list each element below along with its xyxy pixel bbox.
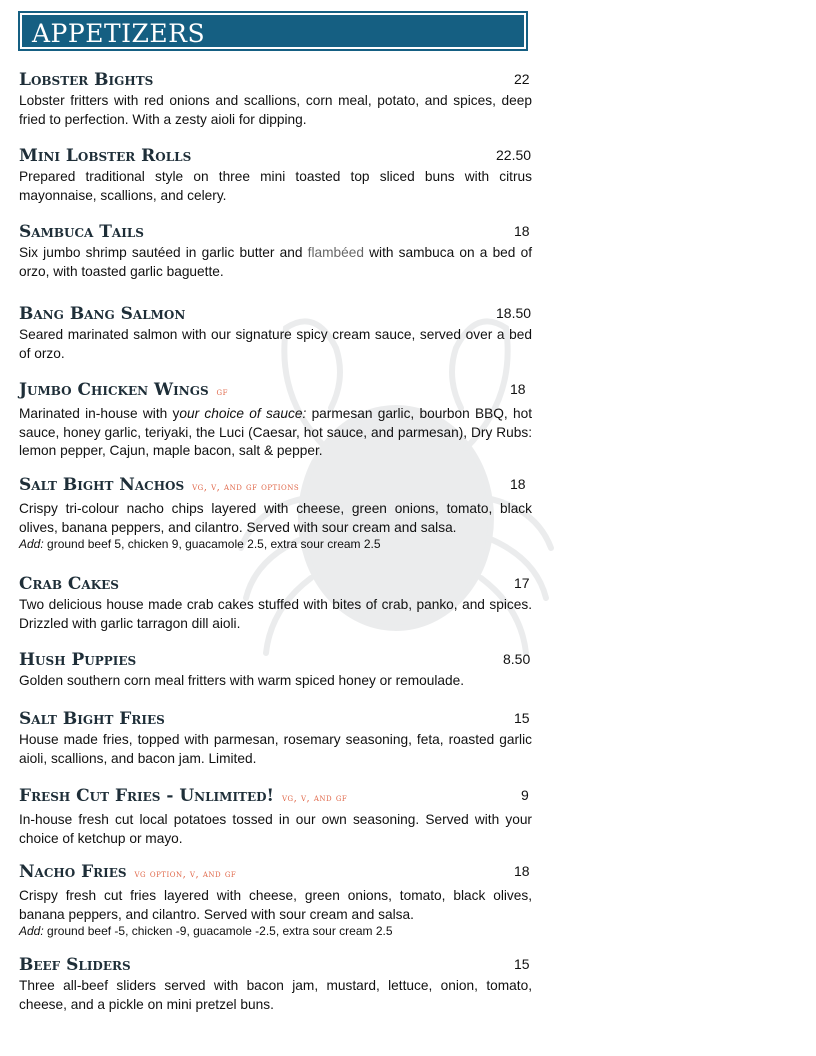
item-name-text: Jumbo Chicken Wings	[19, 380, 209, 400]
item-name: Bang Bang Salmon	[19, 304, 186, 324]
item-price: 18.50	[496, 305, 532, 321]
menu-item-lobster-bights	[19, 70, 532, 129]
item-price: 18	[510, 476, 526, 492]
item-description: Two delicious house made crab cakes stuffed with bites of crab, panko, and spices. Drizzled with garlic tarragon dill aioli.	[19, 597, 532, 631]
desc-text: with sambuca on a bed of orzo, with toasted garlic baguette.	[19, 245, 532, 279]
addons-text: ground beef -5, chicken -9, guacamole -2.5, extra sour cream 2.5	[43, 924, 393, 939]
section-title: APPETIZERS	[32, 19, 206, 48]
menu-item-mini-lobster-rolls	[19, 146, 532, 205]
item-description: Prepared traditional style on three mini toasted top sliced buns with citrus mayonnaise, scallions, and celery.	[19, 169, 532, 203]
item-description	[19, 405, 532, 461]
menu-item-salt-bight-nachos	[19, 475, 532, 551]
item-price: 15	[514, 956, 530, 972]
item-price: 22	[514, 71, 530, 87]
menu-item-salt-bight-fries	[19, 709, 532, 768]
menu-item-fresh-cut-fries	[19, 786, 532, 848]
addons-text: ground beef 5, chicken 9, guacamole 2.5, extra sour cream 2.5	[43, 537, 381, 552]
menu-item-beef-sliders	[19, 955, 532, 1014]
menu-item-crab-cakes	[19, 574, 532, 633]
item-description: Three all-beef sliders served with bacon jam, mustard, lettuce, onion, tomato, cheese, and a pickle on mini pretzel buns.	[19, 978, 532, 1012]
item-description: Seared marinated salmon with our signature spicy cream sauce, served over a bed of orzo.	[19, 327, 532, 361]
item-addons	[19, 537, 532, 551]
item-price: 18	[510, 381, 526, 397]
item-name-text: Salt Bight Nachos	[19, 475, 185, 495]
item-name: Crab Cakes	[19, 574, 119, 594]
desc-text: Marinated in-house with y	[19, 406, 180, 421]
menu-item-hush-puppies	[19, 650, 532, 691]
dietary-tag: vg, v, and gf options	[192, 482, 300, 493]
item-name	[19, 786, 532, 809]
desc-italic: our choice of sauce:	[179, 406, 307, 421]
item-name: Mini Lobster Rolls	[19, 146, 192, 166]
item-description: Crispy tri-colour nacho chips layered with cheese, green onions, tomato, black olives, banana peppers, and cilantro. Served with sour cream and salsa.	[19, 501, 532, 535]
item-name	[19, 380, 532, 403]
item-price: 18	[514, 223, 530, 239]
item-name: Beef Sliders	[19, 955, 131, 975]
item-price: 22.50	[496, 147, 532, 163]
menu-item-bang-bang-salmon	[19, 304, 532, 363]
item-description: Crispy fresh cut fries layered with cheese, green onions, tomato, black olives, banana peppers, and cilantro. Served with sour cream and salsa.	[19, 888, 532, 922]
dietary-tag: gf	[216, 387, 228, 398]
item-price: 17	[514, 575, 530, 591]
dietary-tag: vg, v, and gf	[281, 793, 348, 804]
menu-item-nacho-fries	[19, 862, 532, 938]
item-description: House made fries, topped with parmesan, rosemary seasoning, feta, roasted garlic aioli, scallions, and bacon jam. Limited.	[19, 732, 532, 766]
item-description: In-house fresh cut local potatoes tossed in our own seasoning. Served with your choice of ketchup or mayo.	[19, 812, 532, 846]
item-price: 18	[514, 863, 530, 879]
item-price: 8.50	[503, 651, 531, 667]
item-name: Salt Bight Fries	[19, 709, 165, 729]
item-price: 15	[514, 710, 530, 726]
addons-label: Add:	[19, 924, 44, 939]
item-name	[19, 862, 532, 885]
item-name: Sambuca Tails	[19, 222, 144, 242]
item-name-text: Fresh Cut Fries - Unlimited!	[19, 786, 275, 806]
item-description	[19, 244, 532, 281]
desc-text: parmesan garlic, bourbon BBQ, hot sauce, honey garlic, teriyaki, the Luci (Caesar, hot sauce, and parmesan), Dry Rubs: lemon pepper, Cajun, maple bacon, salt & pepper.	[19, 406, 533, 459]
item-price: 9	[521, 787, 529, 803]
addons-label: Add:	[19, 537, 44, 552]
desc-highlight: flambéed	[307, 245, 364, 260]
item-name: Lobster Bights	[19, 70, 154, 90]
item-description: Golden southern corn meal fritters with warm spiced honey or remoulade.	[19, 673, 465, 688]
desc-text: Six jumbo shrimp sautéed in garlic butter and	[19, 245, 308, 260]
menu-item-sambuca-tails	[19, 222, 532, 281]
item-name	[19, 475, 532, 498]
item-description: Lobster fritters with red onions and scallions, corn meal, potato, and spices, deep fried to perfection. With a zesty aioli for dipping.	[19, 93, 532, 127]
item-addons	[19, 924, 532, 938]
item-name-text: Nacho Fries	[19, 862, 127, 882]
item-name: Hush Puppies	[19, 650, 137, 670]
section-header	[18, 11, 528, 51]
dietary-tag: vg option, v, and gf	[134, 869, 237, 880]
menu-item-jumbo-chicken-wings	[19, 380, 532, 461]
